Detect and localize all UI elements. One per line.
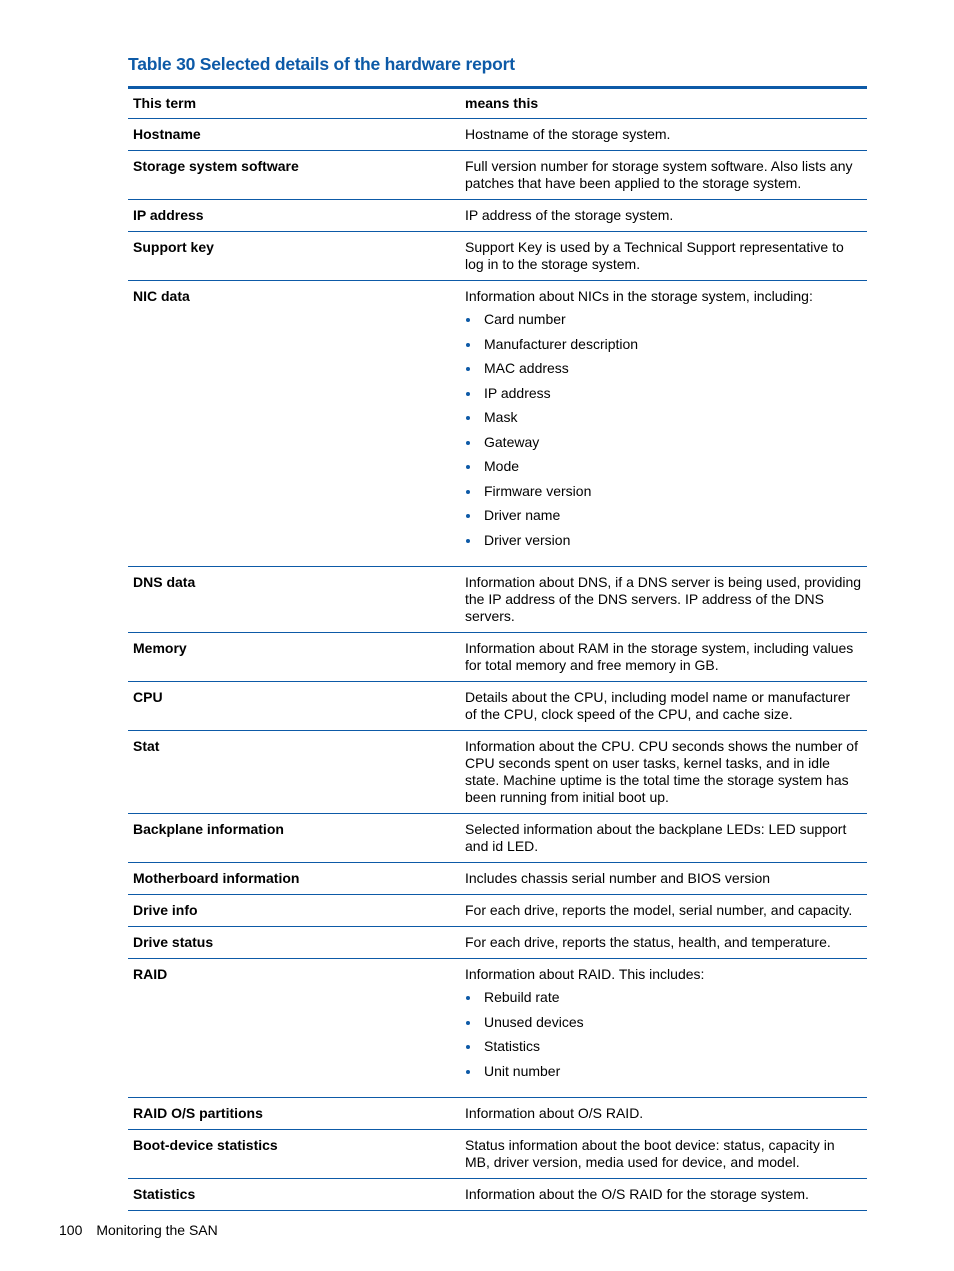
table-row [128, 1130, 867, 1179]
row-term: Memory [128, 633, 460, 682]
table-row [128, 895, 867, 927]
table-row [128, 959, 867, 1098]
row-meaning-cell [460, 1098, 867, 1130]
table-row [128, 151, 867, 200]
page-number: 100 [59, 1222, 83, 1238]
table-row [128, 682, 867, 731]
row-term: DNS data [128, 567, 460, 633]
table-body [128, 119, 867, 1211]
bullet-item: Statistics [465, 1038, 862, 1063]
table-row [128, 200, 867, 232]
row-term: RAID [128, 959, 460, 1098]
row-meaning: For each drive, reports the model, serial number, and capacity. [465, 902, 853, 918]
row-term: Drive status [128, 927, 460, 959]
row-meaning-cell [460, 200, 867, 232]
page-footer [59, 1222, 218, 1238]
row-meaning: Information about RAM in the storage system, including values for total memory and free memory in GB. [465, 640, 854, 673]
section-title: Monitoring the SAN [96, 1222, 218, 1238]
row-term: RAID O/S partitions [128, 1098, 460, 1130]
row-meaning-cell [460, 682, 867, 731]
table-row [128, 814, 867, 863]
bullet-item: Manufacturer description [465, 336, 862, 361]
row-term: CPU [128, 682, 460, 731]
hardware-report-table [128, 86, 867, 1211]
row-meaning-cell [460, 151, 867, 200]
row-meaning: Support Key is used by a Technical Support representative to log in to the storage system. [465, 239, 844, 272]
row-meaning: IP address of the storage system. [465, 207, 674, 223]
row-term: Statistics [128, 1179, 460, 1211]
row-meaning: Full version number for storage system software. Also lists any patches that have been applied to the storage system. [465, 158, 853, 191]
row-term: Hostname [128, 119, 460, 151]
row-term: Stat [128, 731, 460, 814]
row-meaning-cell [460, 731, 867, 814]
header-meaning: means this [460, 88, 867, 119]
table-caption: Table 30 Selected details of the hardware report [128, 54, 515, 74]
row-term: Backplane information [128, 814, 460, 863]
row-meaning-cell [460, 959, 867, 1098]
row-meaning-cell [460, 281, 867, 567]
row-term: Support key [128, 232, 460, 281]
bullet-item: Mask [465, 409, 862, 434]
table-row [128, 731, 867, 814]
bullet-item: Mode [465, 458, 862, 483]
row-meaning: For each drive, reports the status, health, and temperature. [465, 934, 831, 950]
bullet-item: Firmware version [465, 483, 862, 508]
row-term: Drive info [128, 895, 460, 927]
row-meaning: Information about the O/S RAID for the storage system. [465, 1186, 809, 1202]
bullet-item: Unused devices [465, 1014, 862, 1039]
bullet-item: Unit number [465, 1063, 862, 1088]
bullet-item: Gateway [465, 434, 862, 459]
bullet-item: Card number [465, 311, 862, 336]
row-term: IP address [128, 200, 460, 232]
row-meaning: Includes chassis serial number and BIOS version [465, 870, 771, 886]
row-meaning-cell [460, 814, 867, 863]
row-meaning: Hostname of the storage system. [465, 126, 671, 142]
table-row [128, 567, 867, 633]
row-meaning: Information about the CPU. CPU seconds shows the number of CPU seconds spent on user tasks, kernel tasks, and in idle state. Machine uptime is the total time the storage system has been running from initial boot up. [465, 738, 858, 805]
row-meaning-cell [460, 863, 867, 895]
row-meaning-cell [460, 232, 867, 281]
table-row [128, 281, 867, 567]
row-meaning-cell [460, 1130, 867, 1179]
table-header-row [128, 88, 867, 119]
row-meaning: Status information about the boot device: status, capacity in MB, driver version, media used for device, and model. [465, 1137, 835, 1170]
row-term: NIC data [128, 281, 460, 567]
bullet-item: MAC address [465, 360, 862, 385]
table-row [128, 232, 867, 281]
bullet-list [465, 311, 862, 556]
header-term: This term [128, 88, 460, 119]
table-row [128, 1098, 867, 1130]
row-meaning-cell [460, 567, 867, 633]
bullet-list [465, 989, 862, 1087]
bullet-item: Rebuild rate [465, 989, 862, 1014]
row-meaning-cell [460, 927, 867, 959]
row-meaning: Information about RAID. This includes: [465, 966, 705, 982]
row-meaning: Information about O/S RAID. [465, 1105, 644, 1121]
bullet-item: IP address [465, 385, 862, 410]
row-term: Storage system software [128, 151, 460, 200]
table-row [128, 633, 867, 682]
table-row [128, 119, 867, 151]
row-meaning-cell [460, 895, 867, 927]
bullet-item: Driver name [465, 507, 862, 532]
row-term: Motherboard information [128, 863, 460, 895]
row-term: Boot-device statistics [128, 1130, 460, 1179]
row-meaning: Details about the CPU, including model name or manufacturer of the CPU, clock speed of the CPU, and cache size. [465, 689, 851, 722]
row-meaning-cell [460, 1179, 867, 1211]
table-row [128, 1179, 867, 1211]
table-row [128, 927, 867, 959]
row-meaning: Information about DNS, if a DNS server is being used, providing the IP address of the DNS servers. IP address of the DNS servers. [465, 574, 862, 624]
row-meaning-cell [460, 119, 867, 151]
row-meaning-cell [460, 633, 867, 682]
table-row [128, 863, 867, 895]
row-meaning: Selected information about the backplane LEDs: LED support and id LED. [465, 821, 847, 854]
row-meaning: Information about NICs in the storage system, including: [465, 288, 813, 304]
bullet-item: Driver version [465, 532, 862, 557]
